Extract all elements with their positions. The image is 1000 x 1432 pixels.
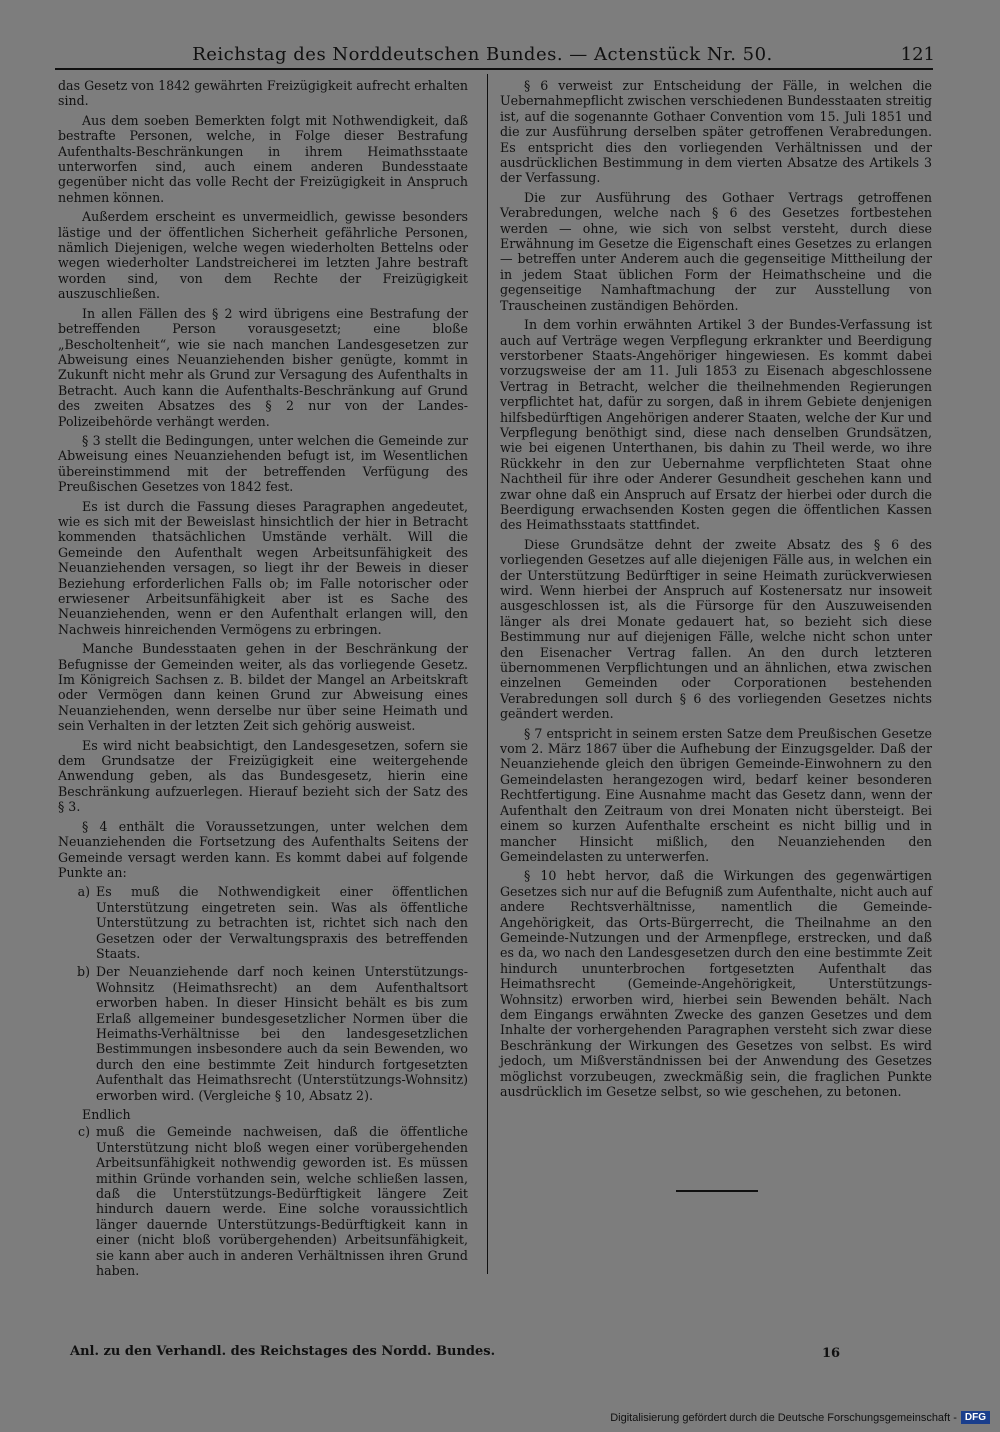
paragraph: In allen Fällen des § 2 wird übrigens eine Bestrafung der betreffenden Person vorausgesetzt; eine bloße „Bescholtenheit“, wie sie nach manchen Landesgesetzen zur Abweisung eines Neuanziehenden bisher genügte, kommt in Zukunft nicht mehr als Grund zur Versagung des Aufenthalts in Betracht. Auch kann die Aufenthalts-Beschränkung auf Grund des zweiten Absatzes des § 2 nur von der Landes-Polizeibehörde verhängt werden. bbox=[58, 305, 468, 429]
dfg-logo: DFG bbox=[961, 1411, 990, 1424]
paragraph: das Gesetz von 1842 gewährten Freizügigkeit aufrecht erhalten sind. bbox=[58, 78, 468, 109]
footer-source: Anl. zu den Verhandl. des Reichstages des Nordd. Bundes. bbox=[70, 1344, 496, 1359]
list-item-label: c) bbox=[78, 1124, 90, 1140]
paragraph: § 7 entspricht in seinem ersten Satze dem Preußischen Gesetze vom 2. März 1867 über die Aufhebung der Einzugsgelder. Daß der Neuanziehende gleich den übrigen Gemeinde-Einwohnern zu den Gemeindelasten herangezogen wird, bedarf keiner besonderen Rechtfertigung. Eine Ausnahme macht das Gesetz dann, wenn der Aufenthalt den Zeitraum von drei Monaten nicht übersteigt. Bei einem so kurzen Aufenthalte erscheint es nicht billig und in mancher Hinsicht mißlich, den Neuanziehenden den Gemeindelasten zu unterwerfen. bbox=[500, 725, 932, 864]
paragraph: Es wird nicht beabsichtigt, den Landesgesetzen, sofern sie dem Grundsatze der Freizügigkeit eine weitergehende Anwendung geben, als das Bundesgesetz, hierin eine Beschränkung aufzuerlegen. Hierauf bezieht sich der Satz des § 3. bbox=[58, 737, 468, 815]
paragraph: Diese Grundsätze dehnt der zweite Absatz des § 6 des vorliegenden Gesetzes auf alle diejenigen Fälle aus, in welchen ein der Unterstützung Bedürftiger in seine Heimath zurückverwiesen wird. Wenn hierbei der Anspruch auf Kostenersatz nur insoweit ausgeschlossen ist, als die Fürsorge für den Auszuweisenden länger als drei Monate gedauert hat, so bezieht sich diese Bestimmung nur auf diejenigen Fälle, welche nicht schon unter den Eisenacher Vertrag fallen. An den durch letzteren übernommenen Verpflichtungen und an ähnlichen, etwa zwischen einzelnen Gemeinden oder Corporationen bestehenden Verabredungen soll durch § 6 des vorliegenden Gesetzes nichts geändert werden. bbox=[500, 536, 932, 722]
right-column bbox=[500, 78, 932, 1103]
footer-sheet-number: 16 bbox=[822, 1346, 841, 1361]
list-item-text: Es muß die Nothwendigkeit einer öffentlichen Unterstützung eingetreten sein. Was als öffentliche Unterstützung zu betrachten ist, richtet sich nach den Gesetzen oder der Verwaltungspraxis des betreffenden Staats. bbox=[96, 884, 468, 961]
running-title: Reichstag des Norddeutschen Bundes. — Actenstück Nr. 50. bbox=[192, 44, 773, 65]
paragraph: § 6 verweist zur Entscheidung der Fälle, in welchen die Uebernahmepflicht zwischen verschiedenen Bundesstaaten streitig ist, auf die sogenannte Gothaer Convention vom 15. Juli 1851 und die zur Ausführung derselben später getroffenen Verabredungen. Es entspricht dies den vorliegenden Verhältnissen und der ausdrücklichen Bestimmung in dem vierten Absatze des Artikels 3 der Verfassung. bbox=[500, 78, 932, 186]
paragraph: Manche Bundesstaaten gehen in der Beschränkung der Befugnisse der Gemeinden weiter, als das vorliegende Gesetz. Im Königreich Sachsen z. B. bildet der Mangel an Arbeitskraft oder Vermögen dann keinen Grund zur Abweisung eines Neuanziehenden, wenn derselbe nur über seine Heimath und sein Verhalten in der letzten Zeit sich gehörig ausweist. bbox=[58, 641, 468, 734]
digitization-text: Digitalisierung gefördert durch die Deutsche Forschungsgemeinschaft - bbox=[610, 1411, 957, 1424]
list-item-text: muß die Gemeinde nachweisen, daß die öffentliche Unterstützung nicht bloß wegen einer vorübergehenden Arbeitsunfähigkeit nothwendig geworden ist. Es müssen mithin Gründe vorhanden sein, welche schließen lassen, daß die Unterstützungs-Bedürftigkeit längere Zeit hindurch dauern werde. Eine solche voraussichtlich länger dauernde Unterstützungs-Bedürftigkeit kann in einer (nicht bloß vorübergehenden) Arbeitsunfähigkeit, sie kann aber auch in anderen Verhältnissen ihren Grund haben. bbox=[96, 1124, 468, 1279]
paragraph: Die zur Ausführung des Gothaer Vertrags getroffenen Verabredungen, welche nach § 6 des Gesetzes fortbestehen werden — ohne, wie sich von selbst versteht, durch diese Erwähnung im Gesetze die Eigenschaft eines Gesetzes zu erlangen — betreffen unter Anderem auch die gegenseitige Mittheilung der in jedem Staat üblichen Form der Heimathscheine und die gegenseitige Namhaftmachung der zur Ausstellung von Trauscheinen zuständigen Behörden. bbox=[500, 189, 932, 313]
list-item-text: Der Neuanziehende darf noch keinen Unterstützungs-Wohnsitz (Heimathsrecht) an dem Aufenthaltsort erworben haben. In dieser Hinsicht behält es bis zum Erlaß allgemeiner bundesgesetzlicher Normen über die Heimaths-Verhältnisse bei den landesgesetzlichen Bestimmungen insbesondere auch da sein Bewenden, wo durch den eine bestimmte Zeit hindurch fortgesetzten Aufenthalt das Heimathsrecht (Unterstützungs-Wohnsitz) erworben wird. (Vergleiche § 10, Absatz 2). bbox=[96, 964, 468, 1103]
header-rule bbox=[55, 68, 933, 70]
endlich-label: Endlich bbox=[82, 1107, 131, 1122]
page-header bbox=[30, 38, 935, 68]
column-divider bbox=[487, 74, 488, 1274]
page-number: 121 bbox=[900, 44, 935, 65]
list-item bbox=[58, 884, 468, 961]
list-item bbox=[58, 1124, 468, 1278]
paragraph: Es ist durch die Fassung dieses Paragraphen angedeutet, wie es sich mit der Beweislast hinsichtlich der hier in Betracht kommenden thatsächlichen Umstände verhält. Will die Gemeinde den Aufenthalt wegen Arbeitsunfähigkeit des Neuanziehenden versagen, so liegt ihr der Beweis in dieser Beziehung erforderlichen Falls ob; im Falle notorischer oder erwiesener Arbeitsunfähigkeit aber ist es Sache des Neuanziehenden, wenn er den Aufenthalt erlangen will, den Nachweis hinreichenden Vermögens zu erbringen. bbox=[58, 498, 468, 637]
list-item-label: b) bbox=[77, 964, 90, 980]
paragraph: Aus dem soeben Bemerkten folgt mit Nothwendigkeit, daß bestrafte Personen, welche, in Folge dieser Bestrafung Aufenthalts-Beschränkungen in ihrem Heimathsstaate unterworfen sind, auch einem anderen Bundesstaate gegenüber nicht das volle Recht der Freizügigkeit in Anspruch nehmen können. bbox=[58, 112, 468, 205]
paragraph: Außerdem erscheint es unvermeidlich, gewisse besonders lästige und der öffentlichen Sicherheit gefährliche Personen, nämlich Diejenigen, welche wegen wiederholten Bettelns oder wegen wiederholter Landstreicherei im letzten Jahre bestraft worden sind, von dem Rechte der Freizügigkeit auszuschließen. bbox=[58, 209, 468, 302]
paragraph: In dem vorhin erwähnten Artikel 3 der Bundes-Verfassung ist auch auf Verträge wegen Verpflegung erkrankter und Beerdigung verstorbener Staats-Angehöriger hingewiesen. Es kommt dabei vorzugsweise der am 11. Juli 1853 zu Eisenach abgeschlossene Vertrag in Betracht, welcher die theilnehmenden Regierungen verpflichtet hat, dafür zu sorgen, daß in ihrem Gebiete denjenigen hilfsbedürftigen Angehörigen anderer Staaten, welche der Kur und Verpflegung benöthigt sind, diese nach denselben Grundsätzen, wie bei eigenen Unterthanen, bis dahin zu Theil werde, wo ihre Rückkehr in den zur Uebernahme verpflichteten Staat ohne Nachtheil für ihre oder Anderer Gesundheit geschehen kann und zwar ohne daß ein Anspruch auf Ersatz der hierbei oder durch die Beerdigung erwachsenden Kosten gegen die öffentlichen Kassen des Heimathsstaats stattfindet. bbox=[500, 317, 932, 533]
list-item bbox=[58, 964, 468, 1103]
list-item-label: a) bbox=[77, 884, 90, 900]
section-end-rule bbox=[676, 1190, 758, 1192]
paragraph: § 10 hebt hervor, daß die Wirkungen des gegenwärtigen Gesetzes sich nur auf die Befugniß zum Aufenthalte, nicht auch auf andere Rechtsverhältnisse, namentlich die Gemeinde-Angehörigkeit, das Orts-Bürgerrecht, die Theilnahme an den Gemeinde-Nutzungen und der Armenpflege, erstrecken, und daß es da, wo nach den Landesgesetzen durch den eine bestimmte Zeit hindurch ununterbrochen fortgesetzten Aufenthalt das Heimathsrecht (Gemeinde-Angehörigkeit, Unterstützungs-Wohnsitz) erworben wird, hierbei sein Bewenden behält. Nach dem Eingangs erwähnten Zwecke des ganzen Gesetzes und dem Inhalte der vorhergehenden Paragraphen versteht sich zwar diese Beschränkung der Wirkungen des Gesetzes von selbst. Es wird jedoch, um Mißverständnissen bei der Anwendung des Gesetzes möglichst vorzubeugen, zweckmäßig sein, die fraglichen Punkte ausdrücklich im Gesetze selbst, so wie geschehen, zu betonen. bbox=[500, 868, 932, 1099]
paragraph: § 4 enthält die Voraussetzungen, unter welchen dem Neuanziehenden die Fortsetzung des Aufenthalts Seitens der Gemeinde versagt werden kann. Es kommt dabei auf folgende Punkte an: bbox=[58, 818, 468, 880]
left-column bbox=[58, 78, 468, 1281]
digitization-note bbox=[610, 1411, 990, 1424]
paragraph: § 3 stellt die Bedingungen, unter welchen die Gemeinde zur Abweisung eines Neuanziehenden befugt ist, im Wesentlichen übereinstimmend mit der betreffenden Verfügung des Preußischen Gesetzes von 1842 fest. bbox=[58, 432, 468, 495]
